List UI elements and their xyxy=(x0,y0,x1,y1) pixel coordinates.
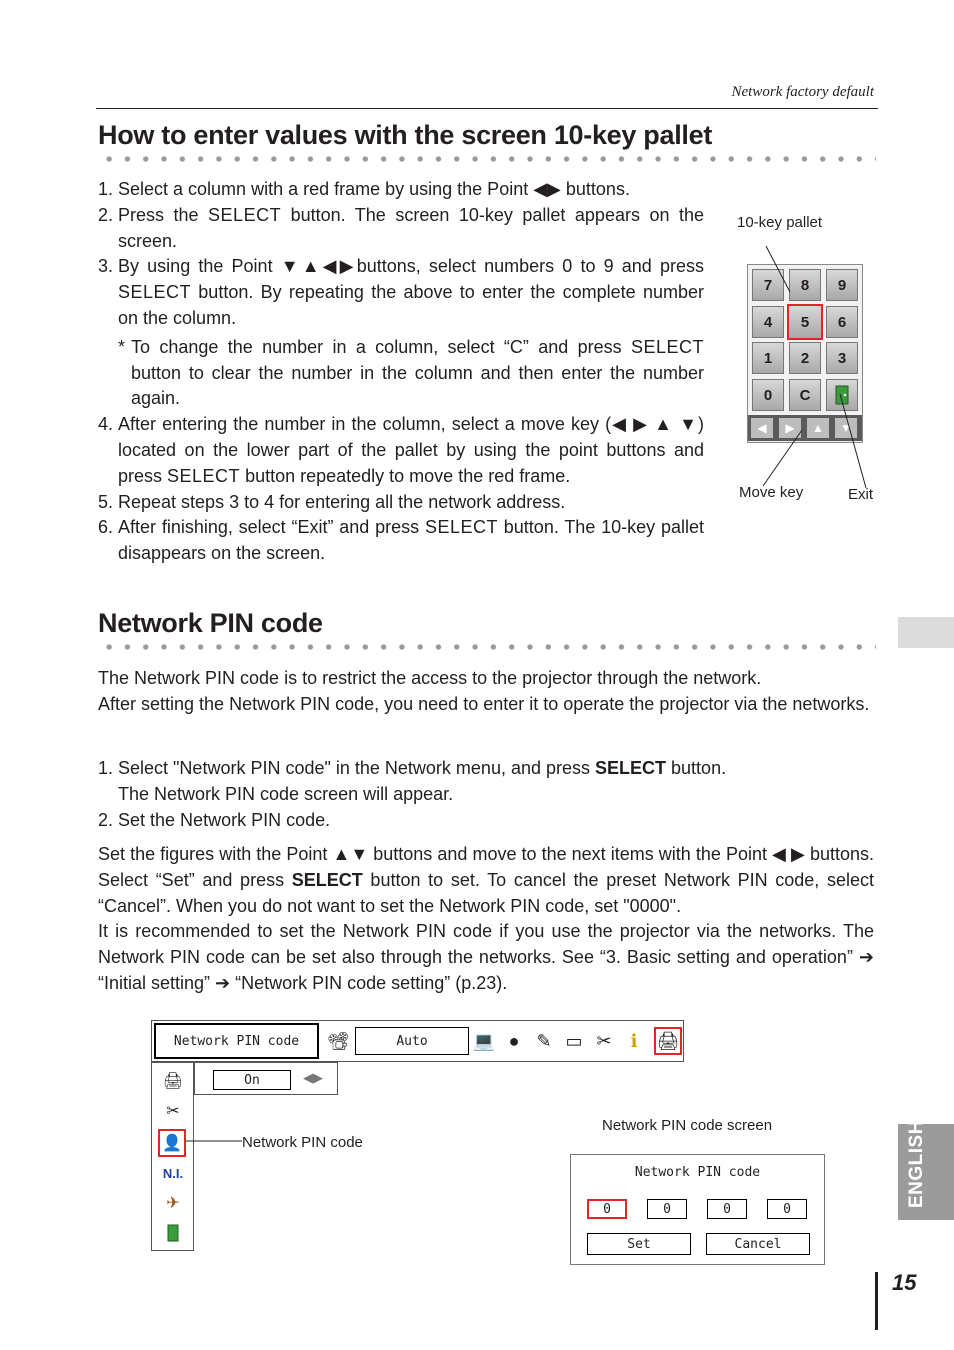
move-left-key[interactable]: ◀ xyxy=(751,418,773,438)
step-text: After entering the number in the column, select a move key (◀ ▶ ▲ ▼) located on the lower part of the pallet by using the point buttons and press xyxy=(118,414,704,486)
step-text: button. The screen 10-key pallet appears on the screen. xyxy=(118,204,704,251)
step-number: 3. xyxy=(98,256,114,277)
select-keyword: SELECT xyxy=(595,758,667,778)
step-text: 1. Select "Network PIN code" in the Network menu, and press xyxy=(98,758,596,778)
pin-code-screen xyxy=(570,1154,825,1265)
pin-screen-title: Network PIN code xyxy=(634,1165,761,1180)
label-exit: Exit xyxy=(848,486,874,503)
network-menu-bar xyxy=(151,1020,684,1062)
step-text: button. By repeating the above to enter the complete number on the column. xyxy=(118,282,704,328)
color-icon[interactable]: ● xyxy=(508,1030,520,1051)
cancel-button[interactable]: Cancel xyxy=(706,1233,810,1255)
pin-digit-4[interactable]: 0 xyxy=(767,1199,807,1219)
section-tab xyxy=(898,617,954,648)
step-text: button. The 10-key pallet disappears on the screen. xyxy=(118,517,704,564)
label-network-pin-code: Network PIN code xyxy=(242,1134,363,1151)
step-number: 1. xyxy=(98,179,114,199)
key-1[interactable]: 1 xyxy=(752,342,784,374)
key-3[interactable]: 3 xyxy=(826,342,858,374)
step-2 xyxy=(98,203,704,255)
exit-door-icon[interactable] xyxy=(161,1221,185,1245)
door-icon xyxy=(167,1224,179,1242)
key-7[interactable]: 7 xyxy=(752,269,784,301)
key-6[interactable]: 6 xyxy=(826,306,858,338)
paragraph-text: Set the figures with the Point ▲▼ buttons and move to the next items with the Point ◀ ▶ buttons. Select “Set” and press xyxy=(98,844,874,890)
pin-steps xyxy=(98,756,874,833)
network-submenu xyxy=(151,1062,194,1251)
key-4[interactable]: 4 xyxy=(752,306,784,338)
paragraph: After setting the Network PIN code, you need to enter it to operate the projector via the networks. xyxy=(98,693,870,714)
pin-step-2: 2. Set the Network PIN code. xyxy=(98,809,331,830)
step-3 xyxy=(98,254,704,331)
step-subtext: The Network PIN code screen will appear. xyxy=(118,783,454,804)
note-asterisk: * xyxy=(118,336,126,357)
pin-digit-3[interactable]: 0 xyxy=(707,1199,747,1219)
steps-list xyxy=(98,177,704,567)
note-text: button to clear the number in the column and then enter the number again. xyxy=(131,362,704,409)
move-down-key[interactable]: ▼ xyxy=(835,418,857,438)
pin-step-1 xyxy=(98,756,874,782)
step-text: After finishing, select “Exit” and press xyxy=(118,517,425,538)
pin-code-icon[interactable]: 👤 xyxy=(158,1129,186,1157)
pin-setting-box xyxy=(194,1062,338,1095)
pin-callout-line xyxy=(186,1138,246,1144)
select-keyword: SELECT xyxy=(291,869,363,890)
paragraph: The Network PIN code is to restrict the access to the projector through the network. xyxy=(98,668,762,688)
step-4 xyxy=(98,412,704,489)
page-number-bar xyxy=(875,1272,878,1330)
key-2[interactable]: 2 xyxy=(789,342,821,374)
page-number: 15 xyxy=(892,1270,917,1295)
select-keyword: SELECT xyxy=(630,336,704,357)
network-factory-icon[interactable]: ✈ xyxy=(166,1195,180,1212)
key-8[interactable]: 8 xyxy=(789,269,821,301)
language-label: ENGLISH xyxy=(906,1120,927,1208)
key-clear[interactable]: C xyxy=(789,379,821,411)
key-0[interactable]: 0 xyxy=(752,379,784,411)
network-info-icon[interactable]: N.I. xyxy=(162,1165,184,1181)
laptop-icon[interactable]: 💻 xyxy=(472,1030,496,1051)
paragraph xyxy=(98,842,874,919)
running-header: Network factory default xyxy=(731,84,874,100)
projector-icon[interactable]: 📽 xyxy=(326,1030,350,1051)
section-title-10key: How to enter values with the screen 10-key pallet xyxy=(98,120,713,150)
step-text: Press the xyxy=(118,204,209,225)
language-tab xyxy=(898,1120,954,1220)
move-right-key[interactable]: ▶ xyxy=(779,418,801,438)
step-number: 2. xyxy=(98,204,114,225)
note xyxy=(98,335,704,412)
wrench-icon[interactable]: ✂ xyxy=(166,1103,180,1120)
step-1 xyxy=(98,177,704,203)
step-text: button. xyxy=(666,758,727,778)
header-rule xyxy=(96,108,878,109)
info-icon[interactable]: ℹ xyxy=(630,1030,638,1051)
pin-digit-1[interactable]: 0 xyxy=(587,1199,627,1219)
set-button[interactable]: Set xyxy=(587,1233,691,1255)
callout-lines xyxy=(730,240,880,500)
step-number: 6. xyxy=(98,517,114,538)
screen-icon[interactable]: ▭ xyxy=(565,1030,583,1051)
menu-value[interactable]: Auto xyxy=(355,1027,469,1055)
select-keyword: SELECT xyxy=(208,204,282,225)
pin-setting-value[interactable]: On xyxy=(213,1070,291,1090)
step-text: button repeatedly to move the red frame. xyxy=(240,465,571,486)
pin-intro xyxy=(98,666,874,718)
tools-icon[interactable]: ✂ xyxy=(596,1030,612,1051)
key-9[interactable]: 9 xyxy=(826,269,858,301)
pen-icon[interactable]: ✎ xyxy=(536,1030,552,1051)
paragraph: It is recommended to set the Network PIN code if you use the projector via the networks. The Network PIN code can be set also through the networks. See “3. Basic setting and operation” ➔ “Initial setting” ➔ “Network PIN code setting” (p.23). xyxy=(98,921,874,993)
select-keyword: SELECT xyxy=(424,517,498,538)
label-10key-pallet: 10-key pallet xyxy=(737,214,823,231)
section-title-pin: Network PIN code xyxy=(98,608,323,638)
step-text: Repeat steps 3 to 4 for entering all the network address. xyxy=(118,491,566,512)
select-keyword: SELECT xyxy=(167,465,241,486)
dotted-divider xyxy=(100,642,876,652)
dotted-divider xyxy=(100,154,876,164)
move-up-key[interactable]: ▲ xyxy=(807,418,829,438)
select-keyword: SELECT xyxy=(118,282,192,303)
menu-title: Network PIN code xyxy=(154,1023,319,1059)
printer-icon[interactable]: 🖨 xyxy=(162,1073,184,1090)
pin-screen-caption: Network PIN code screen xyxy=(602,1117,773,1134)
step-number: 4. xyxy=(98,414,114,435)
pin-instructions xyxy=(98,842,874,997)
note-text: To change the number in a column, select “C” and press xyxy=(131,336,631,357)
step-5 xyxy=(98,490,704,516)
label-move-key: Move key xyxy=(739,484,804,501)
step-text: By using the Point ▼▲◀▶buttons, select numbers 0 to 9 and press xyxy=(118,256,704,277)
step-6 xyxy=(98,515,704,567)
paragraph-text: button to set. To cancel the preset Network PIN code, select “Cancel”. When you do not want to set the Network PIN code, set "0000". xyxy=(98,869,874,916)
key-5[interactable]: 5 xyxy=(787,304,823,340)
left-right-arrows-icon[interactable]: ◀▶ xyxy=(303,1070,323,1085)
step-text: Select a column with a red frame by using the Point ◀▶ buttons. xyxy=(118,179,630,199)
pin-digit-2[interactable]: 0 xyxy=(647,1199,687,1219)
step-number: 5. xyxy=(98,491,114,512)
network-icon[interactable]: 🖨 xyxy=(654,1027,682,1055)
